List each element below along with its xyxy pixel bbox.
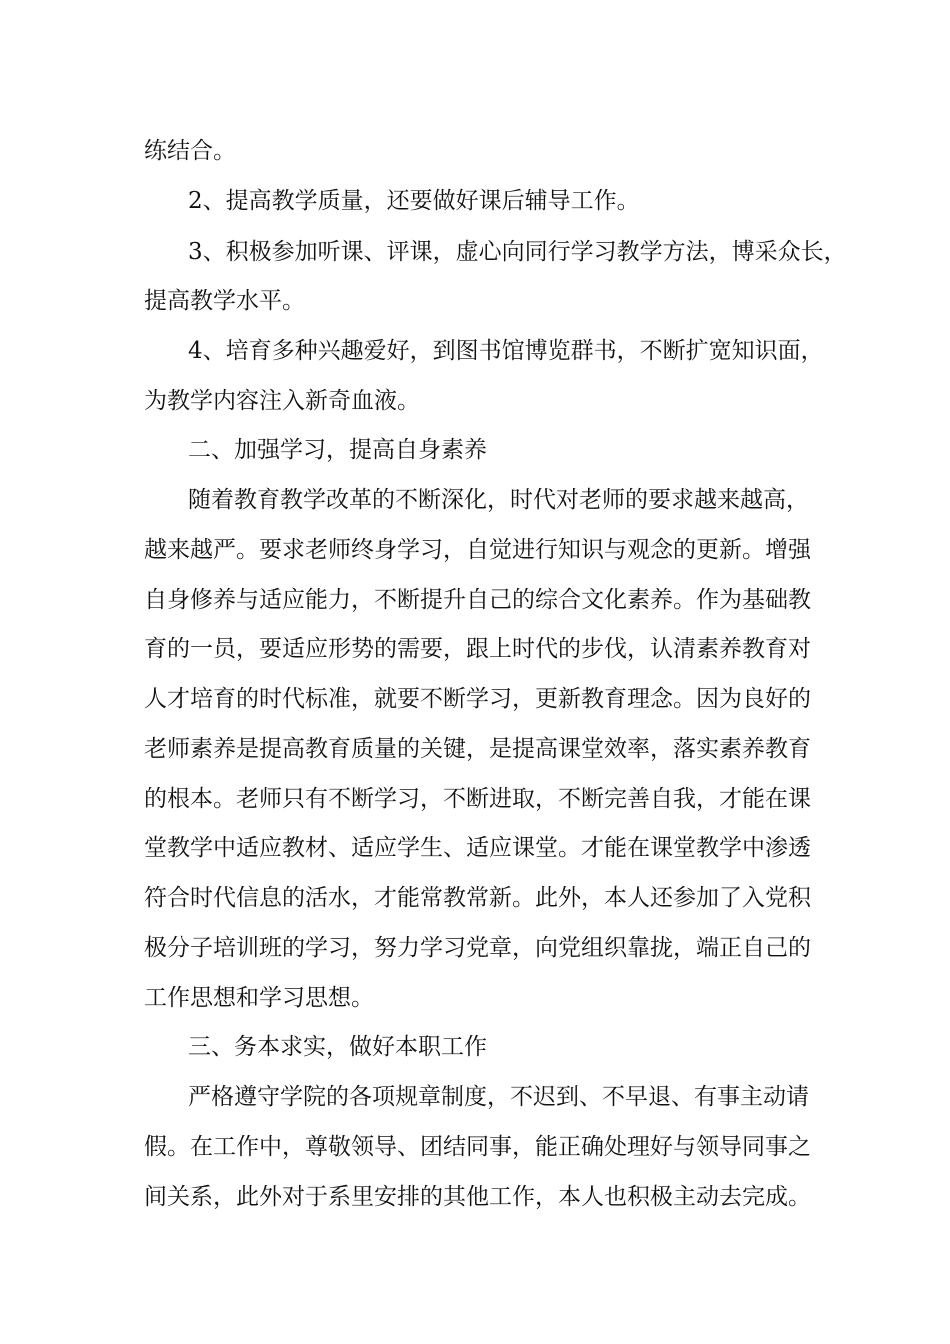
- paragraph-line: 间关系，此外对于系里安排的其他工作，本人也积极主动去完成。: [144, 1184, 811, 1210]
- list-item-3: 3、积极参加听课、评课，虚心向同行学习教学方法，博采众长，: [188, 239, 847, 265]
- paragraph-line: 堂教学中适应教材、适应学生、适应课堂。才能在课堂教学中渗透: [144, 835, 811, 861]
- paragraph-line: 育的一员，要适应形势的需要，跟上时代的步伐，认清素养教育对: [144, 636, 811, 662]
- text-line: 提高教学水平。: [144, 288, 305, 314]
- paragraph-line: 随着教育教学改革的不断深化，时代对老师的要求越来越高，: [188, 487, 809, 513]
- section-heading-2: 二、加强学习，提高自身素养: [188, 437, 487, 463]
- paragraph-line: 自身修养与适应能力，不断提升自己的综合文化素养。作为基础教: [144, 587, 811, 613]
- paragraph-line: 工作思想和学习思想。: [144, 985, 374, 1011]
- paragraph-line: 人才培育的时代标准，就要不断学习，更新教育理念。因为良好的: [144, 686, 811, 712]
- section-heading-3: 三、务本求实，做好本职工作: [188, 1034, 487, 1060]
- paragraph-line: 假。在工作中，尊敬领导、团结同事，能正确处理好与领导同事之: [144, 1134, 811, 1160]
- list-item-4: 4、培育多种兴趣爱好，到图书馆博览群书，不断扩宽知识面，: [188, 338, 824, 364]
- paragraph-line: 的根本。老师只有不断学习，不断进取，不断完善自我，才能在课: [144, 786, 811, 812]
- list-item-2: 2、提高教学质量，还要做好课后辅导工作。: [188, 188, 640, 214]
- paragraph-line: 极分子培训班的学习，努力学习党章，向党组织靠拢，端正自己的: [144, 935, 811, 961]
- paragraph-line: 老师素养是提高教育质量的关键，是提高课堂效率，落实素养教育: [144, 736, 811, 762]
- paragraph-line: 严格遵守学院的各项规章制度，不迟到、不早退、有事主动请: [188, 1084, 809, 1110]
- text-line: 为教学内容注入新奇血液。: [144, 388, 420, 414]
- text-line: 练结合。: [144, 138, 236, 164]
- paragraph-line: 越来越严。要求老师终身学习，自觉进行知识与观念的更新。增强: [144, 537, 811, 563]
- paragraph-line: 符合时代信息的活水，才能常教常新。此外，本人还参加了入党积: [144, 885, 811, 911]
